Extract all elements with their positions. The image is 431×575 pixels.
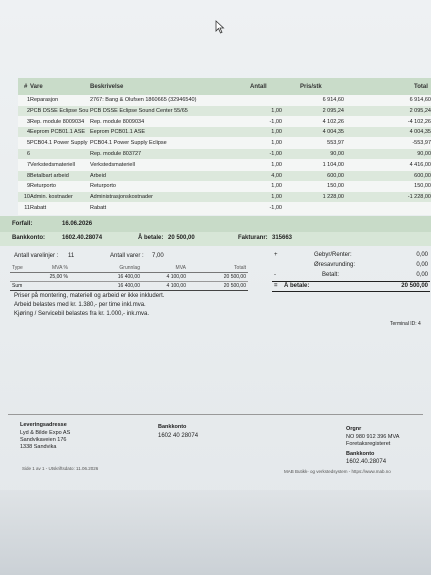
items-table-body	[18, 95, 431, 215]
rounding-value: 0,00	[416, 262, 428, 268]
terminal-id: Terminal ID: 4	[390, 321, 421, 327]
col-price-header: Pris/stk	[300, 84, 322, 90]
table-row	[18, 117, 431, 127]
bankkonto-label: Bankkonto:	[12, 235, 45, 241]
vat-pct: 25,00 %	[49, 274, 68, 280]
table-row	[18, 192, 431, 202]
item-price: 6 914,60	[322, 97, 344, 103]
equals-symbol: =	[274, 283, 278, 289]
payment-info-band	[0, 232, 431, 246]
col-nr-header: #	[24, 84, 28, 90]
fakturanr-label: Fakturanr:	[238, 235, 268, 241]
items-table-header	[18, 78, 431, 95]
amount-due-row	[272, 281, 430, 292]
fee-value: 0,00	[416, 252, 428, 258]
item-total: 150,00	[414, 183, 431, 190]
item-desc: PCB04.1 Power Supply Eclipse	[90, 140, 167, 147]
item-desc: Eeprom PCB01.1 ASE	[90, 129, 146, 136]
fee-label: Gebyr/Renter:	[314, 252, 352, 258]
item-total: -553,97	[412, 140, 431, 147]
item-desc: Administrasjonskostnader	[90, 194, 153, 201]
col-qty-header: Antall	[250, 84, 267, 90]
table-row	[18, 106, 431, 116]
table-row	[18, 95, 431, 105]
note-line: Arbeid belastes med kr. 1.380,- per time inkl.mva.	[14, 302, 146, 308]
item-vare: Returporto	[30, 183, 56, 190]
table-row	[18, 127, 431, 137]
item-nr: 3	[26, 118, 30, 125]
item-price: 1 228,00	[322, 194, 344, 201]
org-register: Foretaksregisteret	[346, 441, 391, 447]
forfall-value: 16.06.2026	[62, 221, 93, 227]
mouse-cursor-icon	[215, 20, 225, 34]
vat-sum-base: 16 400,00	[117, 283, 140, 289]
item-vare: Eeprom PCB01.1 ASE	[30, 129, 86, 136]
item-desc: PCB DSSE Eclipse Sound Center 55/65	[90, 107, 188, 114]
item-qty: -1,00	[269, 151, 282, 157]
vat-total: 20 500,00	[223, 274, 246, 280]
item-nr: 1	[26, 97, 30, 103]
vat-col-base: Grunnlag	[119, 265, 140, 271]
item-desc: Arbeid	[90, 172, 106, 179]
betale-value: 20 500,00	[168, 235, 195, 241]
item-price: 90,00	[330, 151, 344, 157]
bank-account-title-2: Bankkonto	[346, 451, 375, 457]
item-price: 150,00	[327, 183, 344, 190]
item-desc: 2767: Bang & Olufsen 1860665 (32946540)	[90, 97, 197, 103]
item-total: 6 914,60	[409, 97, 431, 103]
item-price: 1 104,00	[322, 161, 344, 168]
item-qty: 1,00	[271, 107, 282, 114]
item-nr: 10	[23, 194, 30, 201]
item-nr: 5	[26, 140, 30, 147]
item-nr: 11	[24, 205, 30, 211]
paid-row	[272, 271, 430, 280]
col-vare-header: Vare	[30, 84, 43, 90]
amount-due-value: 20 500,00	[401, 283, 428, 289]
item-vare: Rabatt	[30, 205, 47, 211]
vat-sum-amount: 4 100,00	[166, 283, 186, 289]
delivery-address-line: Lyd & Bilde Expo AS	[20, 430, 71, 436]
org-number-value: NO 980 912 396 MVA	[346, 434, 400, 440]
rounding-row	[272, 261, 430, 270]
org-number-title: Orgnr	[346, 426, 362, 432]
note-line: Kjøring / Servicebil belastes fra kr. 1.000,- ink.mva.	[14, 311, 150, 317]
fee-row	[272, 251, 430, 260]
item-qty: -1,00	[269, 118, 282, 125]
item-qty: -1,00	[269, 205, 282, 211]
delivery-address-line: 1338 Sandvika	[20, 444, 57, 450]
vat-row	[10, 273, 248, 282]
item-vare: PCB04.1 Power Supply	[30, 140, 88, 147]
due-date-band	[0, 216, 431, 232]
vat-sum-total: 20 500,00	[223, 283, 246, 289]
item-desc: Verkstedsmateriell	[90, 161, 135, 168]
table-row	[18, 203, 431, 213]
item-vare: PCB DSSE Eclipse Sou	[30, 107, 89, 114]
vat-col-mva: MVA	[175, 265, 186, 271]
item-qty: 1,00	[271, 140, 282, 147]
bankkonto-value: 1602.40.28074	[62, 235, 103, 241]
plus-symbol: +	[274, 252, 278, 258]
item-vare: Admin. kostnader	[30, 194, 73, 201]
item-nr: 2	[26, 107, 30, 114]
item-price: 600,00	[327, 172, 344, 179]
item-nr: 8	[26, 172, 30, 179]
vat-col-pct: MVA %	[51, 265, 68, 271]
table-row	[18, 138, 431, 148]
vat-col-type: Type	[12, 265, 23, 271]
betale-label: Å betale:	[138, 235, 164, 241]
footer-divider	[8, 414, 423, 415]
item-nr: 6	[26, 151, 30, 157]
item-qty: 1,00	[271, 183, 282, 190]
screen-bottom-shade	[0, 490, 431, 575]
item-qty: 4,00	[271, 172, 282, 179]
item-vare: Reparasjon	[30, 97, 59, 103]
forfall-label: Forfall:	[12, 221, 33, 227]
vat-base: 16 400,00	[117, 274, 140, 280]
paid-value: 0,00	[416, 272, 428, 278]
item-nr: 9	[26, 183, 30, 190]
item-desc: Rep. module 803727	[90, 151, 142, 157]
item-vare: Verkstedsmateriell	[30, 161, 75, 168]
item-total: 2 095,24	[409, 107, 431, 114]
note-line: Priser på montering, materiell og arbeid er ikke inkludert.	[14, 293, 165, 299]
item-desc: Rep. module 8009034	[90, 118, 145, 125]
page-info: Side 1 av 1 - Utskriftsdato: 11.06.2026	[22, 466, 99, 471]
line-count-label: Antall varelinjer :	[14, 253, 59, 259]
item-vare: Rep. module 8009034	[30, 118, 85, 125]
col-total-header: Total	[414, 84, 428, 90]
table-row	[18, 181, 431, 191]
vat-sum-label: Sum	[12, 283, 23, 289]
item-price: 4 102,26	[322, 118, 344, 125]
col-desc-header: Beskrivelse	[90, 84, 124, 90]
delivery-address-title: Leveringsadresse	[20, 422, 67, 428]
vat-amount: 4 100,00	[166, 274, 186, 280]
line-count-value: 11	[68, 253, 75, 259]
paid-label: Betalt:	[322, 272, 340, 278]
bank-account-title: Bankkonto	[158, 424, 187, 430]
fakturanr-value: 315663	[272, 235, 293, 241]
table-row	[18, 160, 431, 170]
item-vare: Betalbart arbeid	[30, 172, 69, 179]
table-row	[18, 149, 431, 159]
item-qty: 1,00	[271, 161, 282, 168]
table-row	[18, 171, 431, 181]
item-count-value: 7,00	[152, 253, 164, 259]
item-desc: Returporto	[90, 183, 116, 190]
item-price: 553,97	[327, 140, 344, 147]
item-desc: Rabatt	[90, 205, 107, 211]
amount-due-label: Å betale:	[284, 283, 310, 289]
item-total: 4 004,35	[409, 129, 431, 136]
item-total: 90,00	[417, 151, 431, 157]
item-qty: 1,00	[271, 194, 282, 201]
item-total: -1 228,00	[407, 194, 431, 201]
vat-table-header	[10, 264, 248, 273]
bank-account-value: 1602 40 28074	[158, 433, 199, 439]
item-price: 4 004,35	[322, 129, 344, 136]
delivery-address-line: Sandvikaveien 176	[20, 437, 67, 443]
vat-col-total: Totalt	[234, 265, 246, 271]
item-nr: 7	[26, 161, 30, 168]
item-total: 600,00	[414, 172, 431, 179]
item-qty: 1,00	[271, 129, 282, 136]
vat-sum-row	[10, 282, 248, 291]
item-nr: 4	[26, 129, 30, 136]
item-total: -4 102,26	[407, 118, 431, 125]
bank-account-value-2: 1602.40.28074	[346, 459, 387, 465]
minus-symbol: -	[274, 272, 276, 278]
system-info: MAB Butikk- og verkstedsystem - https://www.mab.no	[284, 469, 391, 474]
item-count-label: Antall varer :	[110, 253, 144, 259]
item-price: 2 095,24	[322, 107, 344, 114]
rounding-label: Øresavrunding:	[314, 262, 356, 268]
item-total: 4 416,00	[409, 161, 431, 168]
